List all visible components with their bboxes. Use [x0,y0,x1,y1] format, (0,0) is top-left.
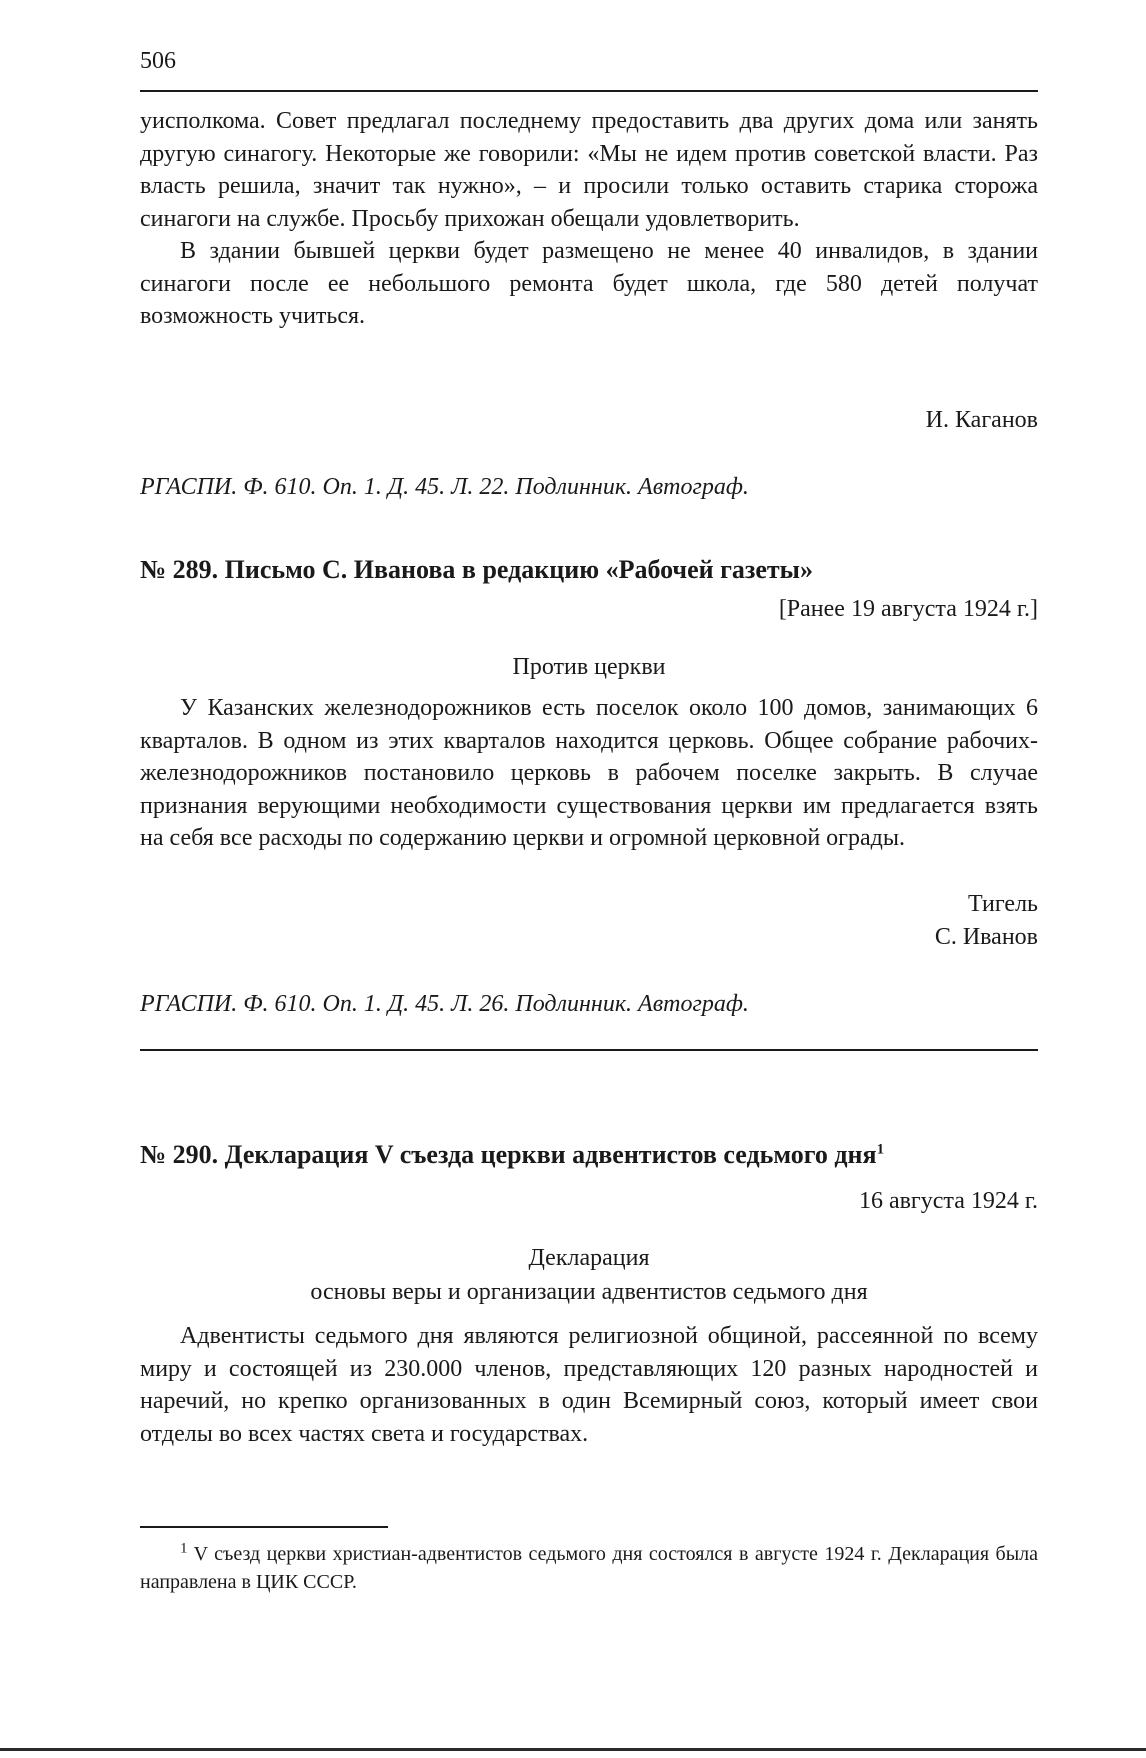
archive-reference: РГАСПИ. Ф. 610. Оп. 1. Д. 45. Л. 22. Подлинник. Автограф. [140,474,749,500]
signature-location: Тигель [967,891,1038,917]
footnote-marker: 1 [180,1540,188,1557]
document-title: № 289. Письмо С. Иванова в редакцию «Рабочей газеты» [140,555,813,584]
header-rule [140,90,1038,92]
signature: И. Каганов [925,407,1038,433]
archive-reference: РГАСПИ. Ф. 610. Оп. 1. Д. 45. Л. 26. Подлинник. Автограф. [140,991,749,1017]
document-date: 16 августа 1924 г. [858,1188,1038,1214]
paragraph: В здании бывшей церкви будет размещено не менее 40 инвалидов, в здании синагоги после ее небольшого ремонта будет школа, где 580 детей получат возможность учиться. [140,238,1038,329]
paragraph: уисполкома. Совет предлагал последнему предоставить два других дома или занять другую синагогу. Некоторые же говорили: «Мы не идем против советской власти. Раз власть решила, значит так нужно», – и просили только оставить старика сторожа синагоги на службе. Просьбу прихожан обещали удовлетворить. [140,108,1038,232]
section-divider [140,1049,1038,1051]
footnote-body: V съезд церкви христиан-адвентистов седьмого дня состоялся в августе 1924 г. Декларация была направлена в ЦИК СССР. [140,1543,1038,1593]
document-date: [Ранее 19 августа 1924 г.] [778,596,1038,622]
document-title [140,1140,1038,1170]
document-title-text: № 290. Декларация V съезда церкви адвентистов седьмого дня [140,1140,877,1169]
document-body [140,692,1038,855]
footnote-text [140,1540,1038,1596]
document-body [140,1320,1038,1450]
footnote-rule [140,1526,388,1528]
paragraph: У Казанских железнодорожников есть поселок около 100 домов, занимающих 6 кварталов. В одном из этих кварталов находится церковь. Общее собрание рабочих-железнодорожников постановило церковь в рабочем поселке закрыть. В случае признания верующими необходимости существования церкви им предлагается взять на себя все расходы по содержанию церкви и огромной церковной ограды. [140,695,1038,851]
paragraph: Адвентисты седьмого дня являются религиозной общиной, рассеянной по всему миру и состоящей из 230.000 членов, представляющих 120 разных народностей и наречий, но крепко организованных в один Всемирный союз, который имеет свои отделы во всех частях света и государствах. [140,1323,1038,1447]
page-number: 506 [140,48,176,74]
document-heading: Против церкви [512,654,666,680]
signature: С. Иванов [934,924,1038,950]
continuation-text [140,105,1038,333]
footnote [140,1540,1038,1596]
scan-edge [0,1748,1146,1751]
document-heading: Декларация [528,1245,650,1271]
document-subheading: основы веры и организации адвентистов седьмого дня [310,1279,868,1305]
footnote-marker: 1 [876,1141,885,1158]
